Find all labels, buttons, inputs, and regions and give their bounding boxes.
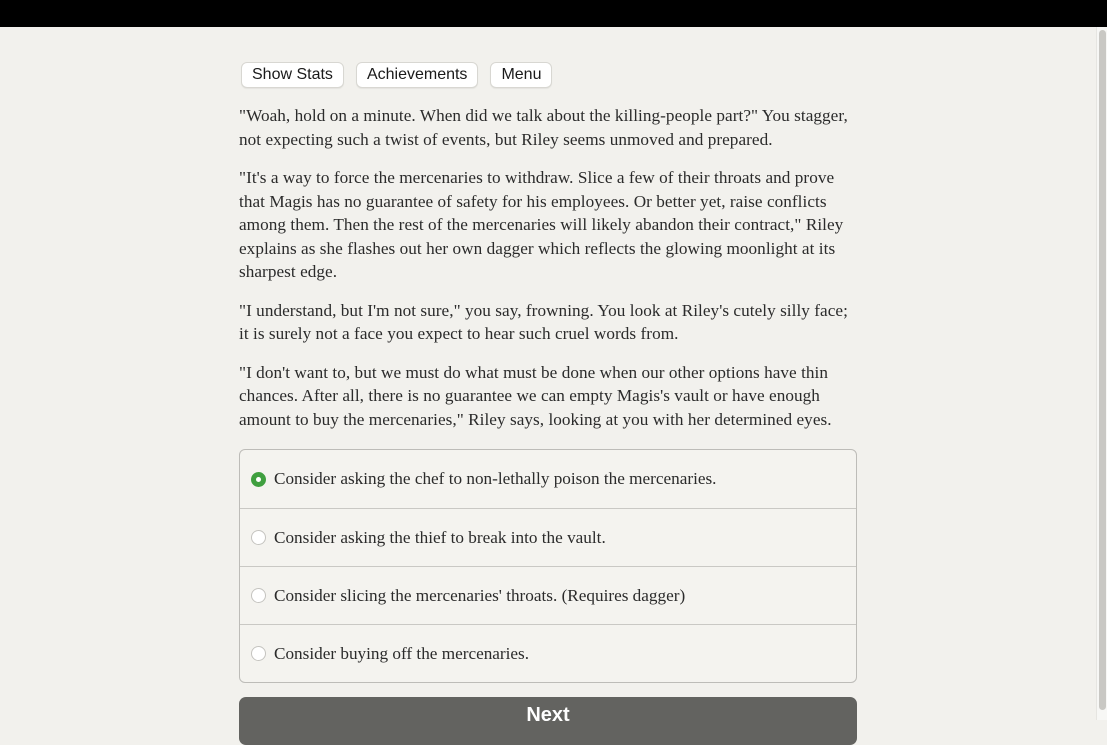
next-button[interactable]: Next xyxy=(239,697,857,745)
radio-selected-icon[interactable] xyxy=(251,472,266,487)
vertical-scrollbar[interactable] xyxy=(1096,27,1107,720)
story-paragraph-3: "I understand, but I'm not sure," you say, frowning. You look at Riley's cutely silly face; it is surely not a face you expect to hear such cruel words from. xyxy=(239,300,848,343)
radio-unselected-icon[interactable] xyxy=(251,530,266,545)
game-content xyxy=(239,62,857,683)
radio-unselected-icon[interactable] xyxy=(251,646,266,661)
choice-option-buy-off[interactable] xyxy=(240,624,856,682)
choice-label: Consider buying off the mercenaries. xyxy=(274,643,530,663)
show-stats-button[interactable]: Show Stats xyxy=(241,62,344,88)
toolbar xyxy=(241,62,857,88)
choice-option-slice-throats[interactable] xyxy=(240,566,856,624)
choice-label: Consider asking the thief to break into the vault. xyxy=(274,527,606,547)
radio-unselected-icon[interactable] xyxy=(251,588,266,603)
scrollbar-thumb[interactable] xyxy=(1099,30,1106,710)
story-paragraph-1: "Woah, hold on a minute. When did we talk about the killing-people part?" You stagger, not expecting such a twist of events, but Riley seems unmoved and prepared. xyxy=(239,106,848,149)
choice-label: Consider asking the chef to non-lethally poison the mercenaries. xyxy=(274,469,717,488)
story-paragraph-2: "It's a way to force the mercenaries to withdraw. Slice a few of their throats and prove that Magis has no guarantee of safety for his employees. Or better yet, raise conflicts among them. Then the rest of the mercenaries will likely abandon their contract," Riley explains as she flashes out her own dagger which reflects the glowing moonlight at its sharpest edge. xyxy=(239,168,844,281)
choice-label: Consider slicing the mercenaries' throats. (Requires dagger) xyxy=(274,585,686,605)
choice-option-vault[interactable] xyxy=(240,508,856,566)
achievements-button[interactable]: Achievements xyxy=(356,62,479,88)
choice-option-poison[interactable] xyxy=(240,450,856,508)
top-black-bar xyxy=(0,0,1107,27)
menu-button[interactable]: Menu xyxy=(490,62,552,88)
choice-list xyxy=(239,449,857,683)
story-paragraph-4: "I don't want to, but we must do what must be done when our other options have thin chances. After all, there is no guarantee we can empty Magis's vault or have enough amount to buy the mercenaries," Riley says, looking at you with her determined eyes. xyxy=(239,362,832,429)
